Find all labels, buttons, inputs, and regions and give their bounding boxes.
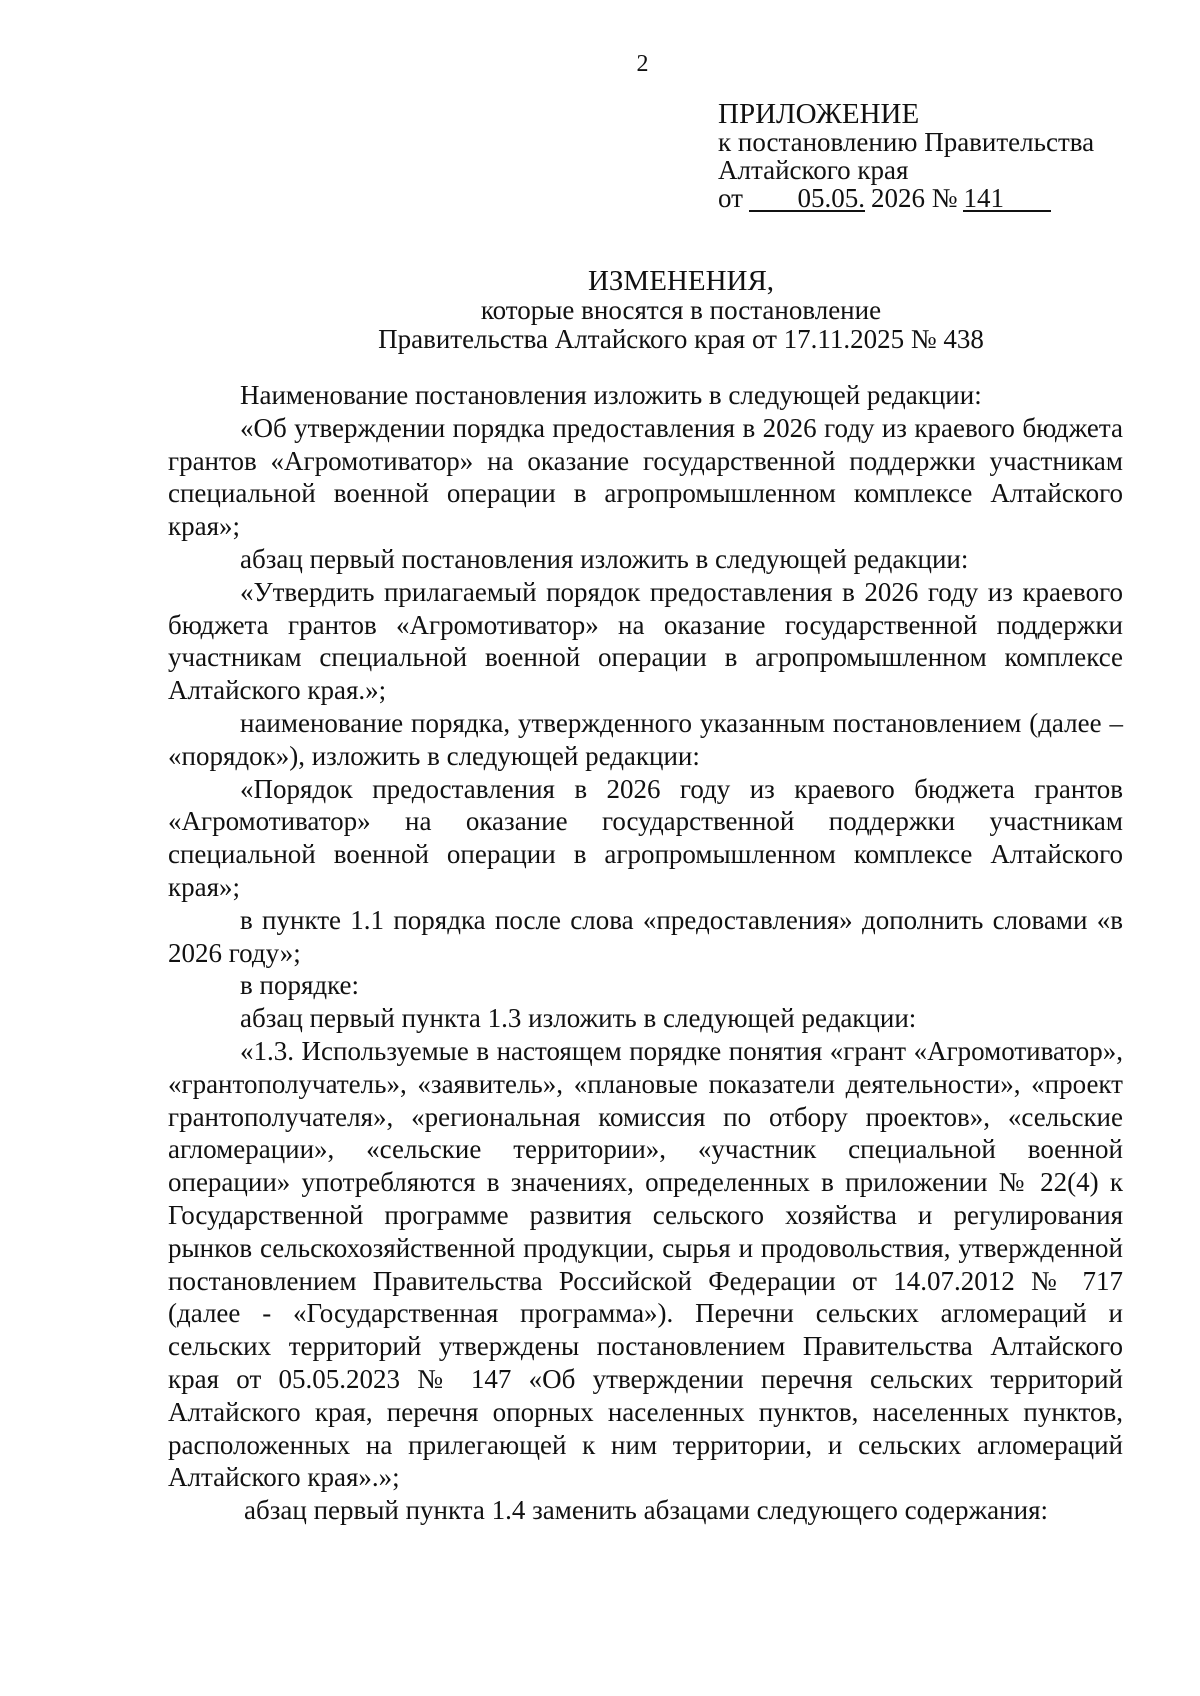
paragraph-11: абзац первый пункта 1.4 заменить абзацами следующего содержания: xyxy=(244,1495,1048,1526)
document-subtitle xyxy=(0,296,1200,354)
subtitle-line-1: которые вносятся в постановление xyxy=(480,295,882,325)
subtitle-line-2: Правительства Алтайского края от 17.11.2025 № 438 xyxy=(378,324,984,354)
year: 2026 xyxy=(870,183,925,213)
paragraph-5: наименование порядка, утвержденного указанным постановлением (далее – «порядок»), изложить в следующей редакции: xyxy=(168,707,1123,771)
appendix-block xyxy=(718,100,1094,212)
date-prefix: от xyxy=(718,183,743,213)
page-number: 2 xyxy=(636,51,649,77)
date-field: 05.05. xyxy=(749,186,865,212)
appendix-line-2: Алтайского края xyxy=(718,155,909,185)
appendix-title: ПРИЛОЖЕНИЕ xyxy=(718,98,920,130)
paragraph-6: «Порядок предоставления в 2026 году из краевого бюджета грантов «Агромотиватор» на оказание государственной поддержки участникам специальной военной операции в агропромышленном комплексе Алтайского края»; xyxy=(168,773,1123,902)
number-field: 141 xyxy=(963,186,1051,212)
paragraph-3: абзац первый постановления изложить в следующей редакции: xyxy=(240,543,969,574)
appendix-line-1: к постановлению Правительства xyxy=(718,127,1095,157)
paragraph-9: абзац первый пункта 1.3 изложить в следующей редакции: xyxy=(240,1003,917,1034)
paragraph-7: в пункте 1.1 порядка после слова «предоставления» дополнить словами «в 2026 году»; xyxy=(168,904,1123,968)
paragraph-8: в порядке: xyxy=(240,970,360,1001)
paragraph-4: «Утвердить прилагаемый порядок предоставления в 2026 году из краевого бюджета грантов «Агромотиватор» на оказание государственной поддержки участникам специальной военной операции в агропромышленном комплексе Алтайского края.»; xyxy=(168,576,1123,706)
number-sign: № xyxy=(931,183,958,213)
document-title: ИЗМЕНЕНИЯ, xyxy=(587,265,775,297)
document-body xyxy=(168,379,1123,1527)
paragraph-1: Наименование постановления изложить в следующей редакции: xyxy=(240,380,982,410)
paragraph-10: «1.3. Используемые в настоящем порядке понятия «грант «Агромотиватор», «грантополучатель», «заявитель», «плановые показатели деятельности», «проект грантополучателя», «региональная комиссия по отбору проектов», «сельские агломерации», «сельские территории», «участник специальной военной операции» употребляются в значениях, определенных в приложении № 22(4) к Государственной программе развития сельского хозяйства и регулирования рынков сельскохозяйственной продукции, сырья и продовольствия, утвержденной постановлением Правительства Российской Федерации от 14.07.2012 № 717 (далее - «Государственная программа»). Перечни сельских агломераций и сельских территорий утверждены постановлением Правительства Алтайского края от 05.05.2023 № 147 «Об утверждении перечня сельских территорий Алтайского края, перечня опорных населенных пунктов, населенных пунктов, расположенных на прилегающей к ним территории, и сельских агломераций Алтайского края».»; xyxy=(168,1035,1123,1493)
appendix-reference-line xyxy=(718,184,1094,212)
paragraph-2: «Об утверждении порядка предоставления в 2026 году из краевого бюджета грантов «Агромотиватор» на оказание государственной поддержки участникам специальной военной операции в агропромышленном комплексе Алтайского края»; xyxy=(168,412,1123,542)
